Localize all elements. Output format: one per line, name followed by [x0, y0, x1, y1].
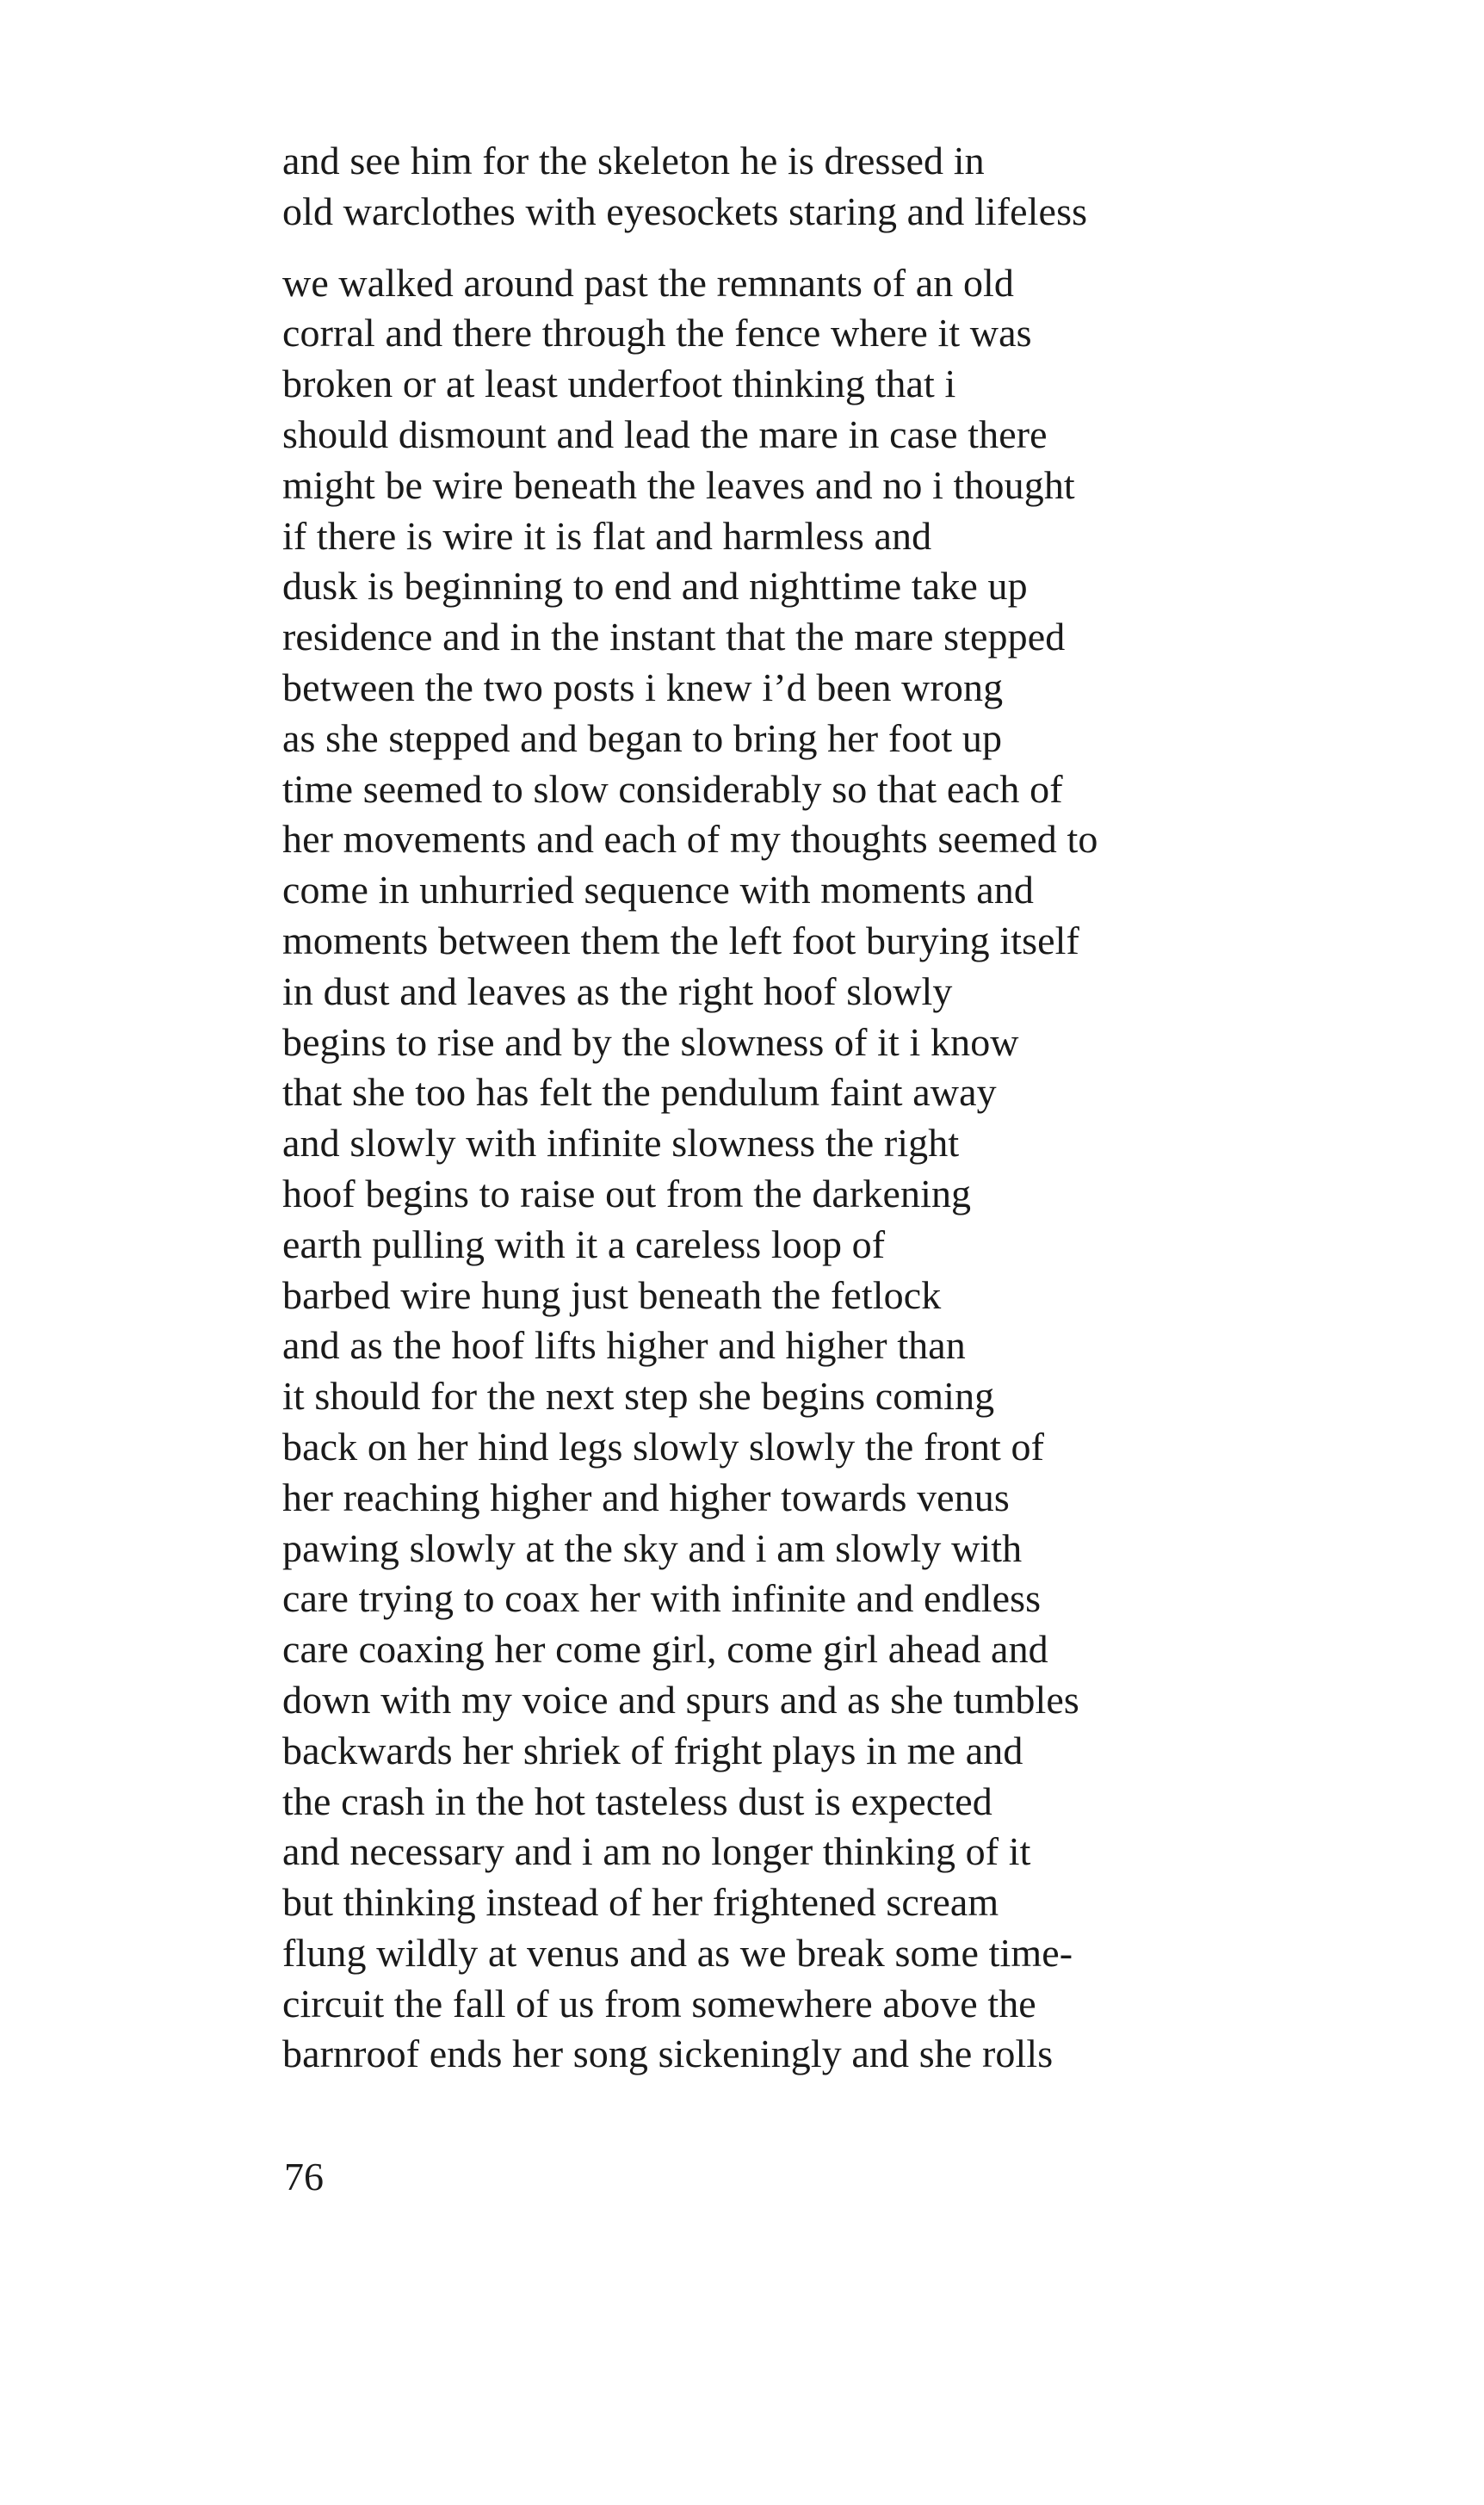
text-line: care coaxing her come girl, come girl ahead and: [282, 1627, 1048, 1672]
text-line: time seemed to slow considerably so that each of: [282, 766, 1063, 811]
text-line: corral and there through the fence where it was: [282, 311, 1032, 356]
text-line: hoof begins to raise out from the darkening: [282, 1171, 972, 1215]
text-line: barnroof ends her song sickeningly and she rolls: [282, 2032, 1054, 2076]
text-line: and see him for the skeleton he is dressed in: [282, 139, 985, 182]
page-number: 76: [284, 2155, 324, 2199]
text-line: earth pulling with it a careless loop of: [282, 1222, 886, 1266]
text-line: barbed wire hung just beneath the fetlock: [282, 1272, 942, 1317]
text-line: down with my voice and spurs and as she tumbles: [282, 1677, 1079, 1722]
text-line: the crash in the hot tasteless dust is expected: [282, 1778, 992, 1823]
text-line: should dismount and lead the mare in case there: [282, 411, 1048, 456]
text-line: pawing slowly at the sky and i am slowly with: [282, 1525, 1023, 1570]
text-line: dusk is beginning to end and nighttime take up: [282, 564, 1028, 609]
text-line: moments between them the left foot burying itself: [282, 918, 1079, 962]
stanza-1: [282, 136, 1246, 238]
text-line: residence and in the instant that the mare stepped: [282, 615, 1066, 659]
text-line: her movements and each of my thoughts seemed to: [282, 817, 1098, 862]
text-line: backwards her shriek of fright plays in me and: [282, 1728, 1023, 1772]
text-line: her reaching higher and higher towards venus: [282, 1475, 1010, 1519]
text-line: flung wildly at venus and as we break some time-: [282, 1930, 1073, 1975]
text-line: come in unhurried sequence with moments and: [282, 868, 1034, 912]
text-line: between the two posts i knew i’d been wrong: [282, 665, 1004, 709]
stanza-2: [282, 258, 1246, 2081]
text-line: and necessary and i am no longer thinking of it: [282, 1829, 1031, 1874]
text-line: broken or at least underfoot thinking that i: [282, 362, 956, 406]
text-line: might be wire beneath the leaves and no i thought: [282, 462, 1075, 507]
text-line: and as the hoof lifts higher and higher than: [282, 1323, 966, 1368]
text-line: begins to rise and by the slowness of it i know: [282, 1019, 1019, 1064]
text-line: care trying to coax her with infinite and endless: [282, 1576, 1042, 1621]
text-line: but thinking instead of her frightened scream: [282, 1880, 999, 1925]
text-line: and slowly with infinite slowness the right: [282, 1121, 960, 1166]
text-line: that she too has felt the pendulum faint away: [282, 1070, 997, 1115]
text-line: circuit the fall of us from somewhere above the: [282, 1981, 1036, 2026]
text-line: as she stepped and began to bring her foot up: [282, 715, 1003, 760]
text-line: we walked around past the remnants of an old: [282, 260, 1015, 305]
text-line: if there is wire it is flat and harmless and: [282, 513, 932, 558]
text-line: in dust and leaves as the right hoof slowly: [282, 968, 953, 1013]
text-line: old warclothes with eyesockets staring and lifeless: [282, 189, 1088, 233]
text-line: back on her hind legs slowly slowly the front of: [282, 1424, 1045, 1469]
text-line: it should for the next step she begins coming: [282, 1374, 995, 1419]
poem-text: [282, 136, 1246, 2080]
